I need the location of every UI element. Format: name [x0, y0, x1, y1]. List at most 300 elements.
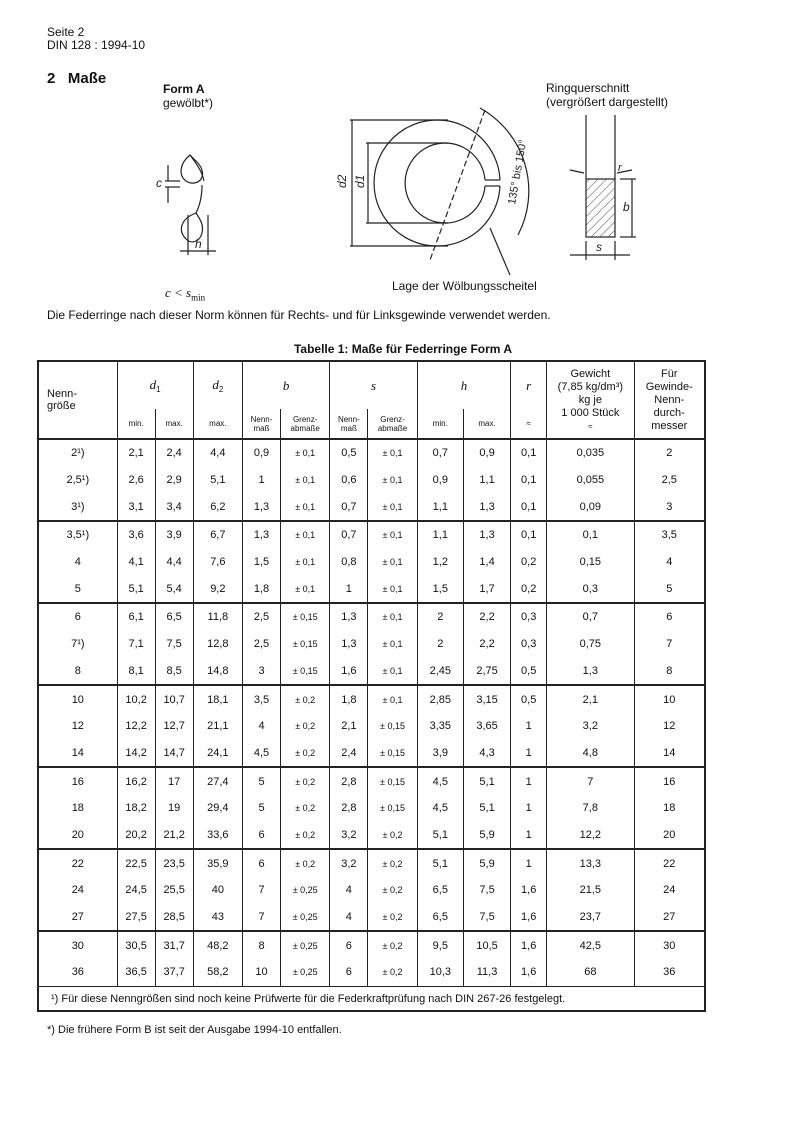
cell-nenngroesse: 8	[38, 658, 117, 686]
table-row	[38, 658, 705, 686]
table-cell: 1,3	[330, 631, 368, 658]
table-cell: 16	[634, 767, 705, 795]
table-cell: 0,5	[511, 685, 547, 713]
table-cell: 1	[511, 822, 547, 850]
table-cell: 5,1	[117, 575, 155, 603]
table-cell: 3,1	[117, 493, 155, 521]
table-cell: 13,3	[547, 849, 634, 877]
table-cell: 1	[330, 575, 368, 603]
table-cell: 1,3	[463, 521, 510, 549]
cell-nenngroesse: 3,5¹)	[38, 521, 117, 549]
condition-sub: min	[191, 292, 206, 303]
table-cell: 6,7	[193, 521, 242, 549]
table-cell: 1	[511, 740, 547, 768]
table-cell: 4	[330, 904, 368, 932]
table-row	[38, 795, 705, 822]
table-cell: ± 0,1	[368, 521, 417, 549]
table-row	[38, 467, 705, 494]
table-cell: 7	[547, 767, 634, 795]
cell-nenngroesse: 30	[38, 931, 117, 959]
table-cell: 0,5	[330, 439, 368, 467]
weight-approx: ≈	[588, 421, 593, 431]
table-cell: 4,4	[193, 439, 242, 467]
table-cell: ± 0,2	[368, 904, 417, 932]
cell-nenngroesse: 18	[38, 795, 117, 822]
table-cell: 19	[155, 795, 193, 822]
table-cell: 11,8	[193, 603, 242, 631]
table-cell: 6	[243, 849, 281, 877]
form-title: Form A	[163, 82, 205, 96]
table-cell: 21,1	[193, 713, 242, 740]
table-cell: ± 0,25	[281, 904, 330, 932]
table-cell: 3,9	[155, 521, 193, 549]
table-row	[38, 904, 705, 932]
table-row	[38, 631, 705, 658]
table-cell: 2,75	[463, 658, 510, 686]
table-cell: 12,2	[547, 822, 634, 850]
table-cell: 5,1	[463, 795, 510, 822]
col-d2-sub: 2	[218, 385, 224, 395]
table-cell: ± 0,15	[368, 767, 417, 795]
table-cell: 0,09	[547, 493, 634, 521]
table-cell: 0,1	[547, 521, 634, 549]
col-s-symbol: s	[370, 377, 377, 393]
table-cell: 58,2	[193, 959, 242, 986]
table-cell: 6,1	[117, 603, 155, 631]
table-cell: 0,75	[547, 631, 634, 658]
label-h: h	[195, 237, 202, 251]
table-cell: 1,1	[463, 467, 510, 494]
table-cell: 0,7	[330, 521, 368, 549]
table-cell: 0,1	[511, 493, 547, 521]
cell-nenngroesse: 4	[38, 549, 117, 576]
table-cell: 5	[243, 795, 281, 822]
table-cell: 3	[243, 658, 281, 686]
col-r-symbol: r	[526, 377, 532, 393]
table-cell: 4,8	[547, 740, 634, 768]
table-cell: 1,3	[547, 658, 634, 686]
table-cell: 5,9	[463, 822, 510, 850]
table-cell: 0,1	[511, 467, 547, 494]
table-cell: 10,3	[417, 959, 463, 986]
d1-max: max.	[155, 409, 193, 439]
table-cell: 33,6	[193, 822, 242, 850]
col-d1-symbol: d	[149, 376, 157, 392]
table-cell: 6	[330, 959, 368, 986]
d2-max: max.	[193, 409, 242, 439]
col-b-symbol: b	[282, 377, 290, 393]
table-cell: 7,1	[117, 631, 155, 658]
table-cell: 28,5	[155, 904, 193, 932]
table-cell: 9,2	[193, 575, 242, 603]
label-d2: d2	[335, 174, 349, 188]
section-heading	[47, 70, 106, 87]
table-cell: 29,4	[193, 795, 242, 822]
table-cell: 2,1	[330, 713, 368, 740]
table-cell: 20,2	[117, 822, 155, 850]
table-row	[38, 959, 705, 986]
b-grenz: Grenz- abmaße	[281, 409, 330, 439]
table-row	[38, 767, 705, 795]
table-cell: 0,3	[547, 575, 634, 603]
table-cell: 3,4	[155, 493, 193, 521]
table-cell: 5,1	[417, 849, 463, 877]
vertex-position-label: Lage der Wölbungsscheitel	[392, 279, 537, 293]
table-cell: 7,8	[547, 795, 634, 822]
table-cell: 1,6	[511, 904, 547, 932]
table-cell: 3,65	[463, 713, 510, 740]
table-cell: 23,5	[155, 849, 193, 877]
table-cell: 8	[243, 931, 281, 959]
table-cell: 1	[243, 467, 281, 494]
table-cell: 1,2	[417, 549, 463, 576]
table-cell: 2	[634, 439, 705, 467]
table-row	[38, 685, 705, 713]
table-cell: 0,055	[547, 467, 634, 494]
table-cell: 6	[243, 822, 281, 850]
cross-section-drawing	[560, 115, 650, 260]
table-cell: 21,2	[155, 822, 193, 850]
table-cell: 1,4	[463, 549, 510, 576]
table-cell: 31,7	[155, 931, 193, 959]
table-row	[38, 493, 705, 521]
table-cell: 20	[634, 822, 705, 850]
table-cell: 42,5	[547, 931, 634, 959]
table-cell: 2,8	[330, 795, 368, 822]
table-cell: 0,9	[463, 439, 510, 467]
table-cell: 8,5	[155, 658, 193, 686]
table-cell: 0,5	[511, 658, 547, 686]
table-cell: 7	[243, 877, 281, 904]
col-d2-symbol: d	[212, 376, 219, 392]
table-cell: 1,8	[243, 575, 281, 603]
table-header	[38, 361, 705, 439]
h-min: min.	[417, 409, 463, 439]
table-cell: ± 0,1	[281, 521, 330, 549]
table-cell: 16,2	[117, 767, 155, 795]
table-cell: 12,2	[117, 713, 155, 740]
table-cell: ± 0,2	[281, 822, 330, 850]
table-cell: 24,5	[117, 877, 155, 904]
cell-nenngroesse: 7¹)	[38, 631, 117, 658]
table-cell: 4,3	[463, 740, 510, 768]
condition-c-smin	[165, 285, 205, 303]
table-cell: 1,8	[330, 685, 368, 713]
table-cell: ± 0,2	[368, 931, 417, 959]
table-cell: 27,4	[193, 767, 242, 795]
table-cell: 2,5	[243, 631, 281, 658]
table-caption: Tabelle 1: Maße für Federringe Form A	[293, 342, 513, 356]
table-cell: ± 0,2	[368, 822, 417, 850]
table-cell: 0,7	[330, 493, 368, 521]
table-cell: 3,9	[417, 740, 463, 768]
table-cell: ± 0,1	[368, 439, 417, 467]
table-cell: ± 0,15	[281, 603, 330, 631]
table-cell: 3,6	[117, 521, 155, 549]
table-cell: 21,5	[547, 877, 634, 904]
col-h-symbol: h	[460, 377, 468, 393]
table-cell: 7,5	[463, 904, 510, 932]
table-cell: ± 0,2	[281, 849, 330, 877]
table-cell: 2	[417, 631, 463, 658]
table-cell: 14,7	[155, 740, 193, 768]
d1-min: min.	[117, 409, 155, 439]
table-cell: 1,3	[330, 603, 368, 631]
table-cell: 1,6	[511, 877, 547, 904]
table-cell: 3,35	[417, 713, 463, 740]
table-cell: 25,5	[155, 877, 193, 904]
weight-line2: (7,85 kg/dm³)	[557, 380, 624, 393]
table-cell: 1,6	[511, 931, 547, 959]
table-cell: 27,5	[117, 904, 155, 932]
table-cell: 6	[330, 931, 368, 959]
table-cell: 14,8	[193, 658, 242, 686]
table-cell: 30	[634, 931, 705, 959]
table-cell: 2,1	[547, 685, 634, 713]
table-cell: 3	[634, 493, 705, 521]
table-cell: 12	[634, 713, 705, 740]
cell-nenngroesse: 2,5¹)	[38, 467, 117, 494]
table-cell: ± 0,1	[281, 493, 330, 521]
table-cell: 1,1	[417, 521, 463, 549]
table-cell: 1,7	[463, 575, 510, 603]
table-cell: 14	[634, 740, 705, 768]
table-cell: 6	[634, 603, 705, 631]
table-cell: 1,3	[243, 493, 281, 521]
table-cell: 2,2	[463, 603, 510, 631]
table-cell: ± 0,1	[368, 549, 417, 576]
table-cell: 7	[243, 904, 281, 932]
weight-line4: 1 000 Stück	[561, 406, 620, 419]
table-row	[38, 740, 705, 768]
table-cell: 4,1	[117, 549, 155, 576]
table-row	[38, 603, 705, 631]
table-cell: 1,3	[463, 493, 510, 521]
s-nennmass: Nenn- maß	[330, 409, 368, 439]
cell-nenngroesse: 6	[38, 603, 117, 631]
table-cell: ± 0,1	[281, 467, 330, 494]
cell-nenngroesse: 2¹)	[38, 439, 117, 467]
table-cell: ± 0,2	[368, 849, 417, 877]
table-cell: 0,3	[511, 631, 547, 658]
table-cell: 6,2	[193, 493, 242, 521]
label-b: b	[623, 200, 630, 214]
table-cell: 4	[330, 877, 368, 904]
cell-nenngroesse: 12	[38, 713, 117, 740]
table-cell: 22	[634, 849, 705, 877]
label-c: c	[156, 176, 162, 190]
cell-nenngroesse: 10	[38, 685, 117, 713]
table-cell: 6,5	[417, 904, 463, 932]
table-cell: 2,8	[330, 767, 368, 795]
table-cell: ± 0,15	[281, 658, 330, 686]
table-cell: 4,5	[243, 740, 281, 768]
table-cell: 2,6	[117, 467, 155, 494]
table-cell: 43	[193, 904, 242, 932]
table-cell: 0,035	[547, 439, 634, 467]
col-d1-sub: 1	[156, 385, 161, 395]
table-cell: 3,5	[634, 521, 705, 549]
table-cell: ± 0,25	[281, 877, 330, 904]
table-cell: 10,2	[117, 685, 155, 713]
table-cell: 1	[511, 795, 547, 822]
cell-nenngroesse: 27	[38, 904, 117, 932]
weight-line3: kg je	[578, 393, 602, 406]
table-cell: 10	[243, 959, 281, 986]
table-cell: 1,1	[417, 493, 463, 521]
table-cell: ± 0,1	[368, 493, 417, 521]
col-r	[511, 361, 547, 409]
table-cell: 12,8	[193, 631, 242, 658]
table-cell: 2	[417, 603, 463, 631]
table-cell: ± 0,15	[368, 740, 417, 768]
col-thread: Für Gewinde- Nenn- durch- messer	[634, 361, 705, 439]
table-cell: 6,5	[417, 877, 463, 904]
table-cell: 1,6	[330, 658, 368, 686]
angle-label: 135° bis 150°	[506, 138, 530, 206]
table-cell: 2,1	[117, 439, 155, 467]
col-weight	[547, 361, 634, 439]
table-cell: 1,5	[417, 575, 463, 603]
table-cell: 4,5	[417, 795, 463, 822]
table-cell: 17	[155, 767, 193, 795]
cell-nenngroesse: 20	[38, 822, 117, 850]
table-cell: 5	[243, 767, 281, 795]
table-cell: 3,15	[463, 685, 510, 713]
table-cell: 1	[511, 767, 547, 795]
table-cell: 68	[547, 959, 634, 986]
table-cell: 48,2	[193, 931, 242, 959]
table-cell: 2,9	[155, 467, 193, 494]
table-cell: ± 0,2	[368, 877, 417, 904]
table-cell: ± 0,15	[281, 631, 330, 658]
cell-nenngroesse: 3¹)	[38, 493, 117, 521]
table-cell: 23,7	[547, 904, 634, 932]
cell-nenngroesse: 24	[38, 877, 117, 904]
table-cell: 4,4	[155, 549, 193, 576]
side-view-drawing	[150, 115, 240, 275]
table-cell: 3,2	[330, 822, 368, 850]
table-body	[38, 439, 705, 986]
table-cell: 1,5	[243, 549, 281, 576]
table-cell: 8,1	[117, 658, 155, 686]
table-cell: 0,2	[511, 549, 547, 576]
dimensions-table	[37, 360, 706, 986]
r-approx: ≈	[511, 409, 547, 439]
table-cell: 10	[634, 685, 705, 713]
b-nennmass: Nenn- maß	[243, 409, 281, 439]
cell-nenngroesse: 22	[38, 849, 117, 877]
table-cell: 2,4	[330, 740, 368, 768]
cell-nenngroesse: 14	[38, 740, 117, 768]
table-cell: ± 0,2	[281, 685, 330, 713]
col-d2	[193, 361, 242, 409]
page-number: Seite 2	[47, 25, 85, 39]
table-cell: ± 0,1	[281, 549, 330, 576]
table-cell: 8	[634, 658, 705, 686]
table-cell: 18,1	[193, 685, 242, 713]
table-cell: 5	[634, 575, 705, 603]
table-cell: 5,1	[417, 822, 463, 850]
table-cell: 0,8	[330, 549, 368, 576]
table-cell: 11,3	[463, 959, 510, 986]
table-cell: 1,6	[511, 959, 547, 986]
table-cell: 27	[634, 904, 705, 932]
table-cell: 36,5	[117, 959, 155, 986]
table-cell: ± 0,2	[281, 767, 330, 795]
section-title: Maße	[67, 70, 107, 87]
ring-cross-section-title	[546, 81, 668, 109]
table-cell: 2,85	[417, 685, 463, 713]
table-cell: ± 0,1	[281, 575, 330, 603]
table-row	[38, 849, 705, 877]
table-cell: 0,9	[243, 439, 281, 467]
table-row	[38, 877, 705, 904]
col-d1	[117, 361, 193, 409]
condition-prefix: c < s	[165, 285, 192, 300]
table-row	[38, 575, 705, 603]
table-cell: ± 0,2	[281, 740, 330, 768]
table-cell: 1	[511, 849, 547, 877]
ring-title-line1: Ringquerschnitt	[546, 81, 630, 95]
table-cell: ± 0,25	[281, 959, 330, 986]
ring-title-line2: (vergrößert dargestellt)	[546, 95, 669, 109]
table-cell: 2,4	[155, 439, 193, 467]
table-cell: 7	[634, 631, 705, 658]
table-cell: 0,1	[511, 521, 547, 549]
table-cell: 0,7	[417, 439, 463, 467]
table-cell: 2,2	[463, 631, 510, 658]
standard-id: DIN 128 : 1994-10	[47, 38, 146, 52]
table-cell: ± 0,1	[368, 685, 417, 713]
table-cell: 37,7	[155, 959, 193, 986]
table-cell: 9,5	[417, 931, 463, 959]
table-cell: 35,9	[193, 849, 242, 877]
label-d1: d1	[353, 174, 367, 188]
col-b	[243, 361, 330, 409]
table-cell: 30,5	[117, 931, 155, 959]
table-cell: 24	[634, 877, 705, 904]
table-cell: 7,5	[155, 631, 193, 658]
table-row	[38, 713, 705, 740]
table-cell: ± 0,1	[368, 658, 417, 686]
form-subtitle: gewölbt*)	[163, 96, 214, 110]
table-row	[38, 439, 705, 467]
table-cell: 4	[243, 713, 281, 740]
table-cell: 3,2	[330, 849, 368, 877]
table-cell: 2,45	[417, 658, 463, 686]
top-view-drawing	[330, 100, 550, 285]
section-number: 2	[47, 70, 56, 87]
table-cell: 5,9	[463, 849, 510, 877]
table-cell: 4	[634, 549, 705, 576]
table-cell: 5,1	[463, 767, 510, 795]
table-row	[38, 521, 705, 549]
table-cell: 0,15	[547, 549, 634, 576]
h-max: max.	[463, 409, 510, 439]
table-cell: 5,1	[193, 467, 242, 494]
table-cell: 40	[193, 877, 242, 904]
table-cell: ± 0,1	[368, 467, 417, 494]
table-cell: 5,4	[155, 575, 193, 603]
table-cell: ± 0,25	[281, 931, 330, 959]
table-cell: 36	[634, 959, 705, 986]
table-cell: 2,5	[634, 467, 705, 494]
table-cell: 0,1	[511, 439, 547, 467]
table-cell: 0,9	[417, 467, 463, 494]
table-cell: ± 0,2	[368, 959, 417, 986]
table-cell: 1	[511, 713, 547, 740]
